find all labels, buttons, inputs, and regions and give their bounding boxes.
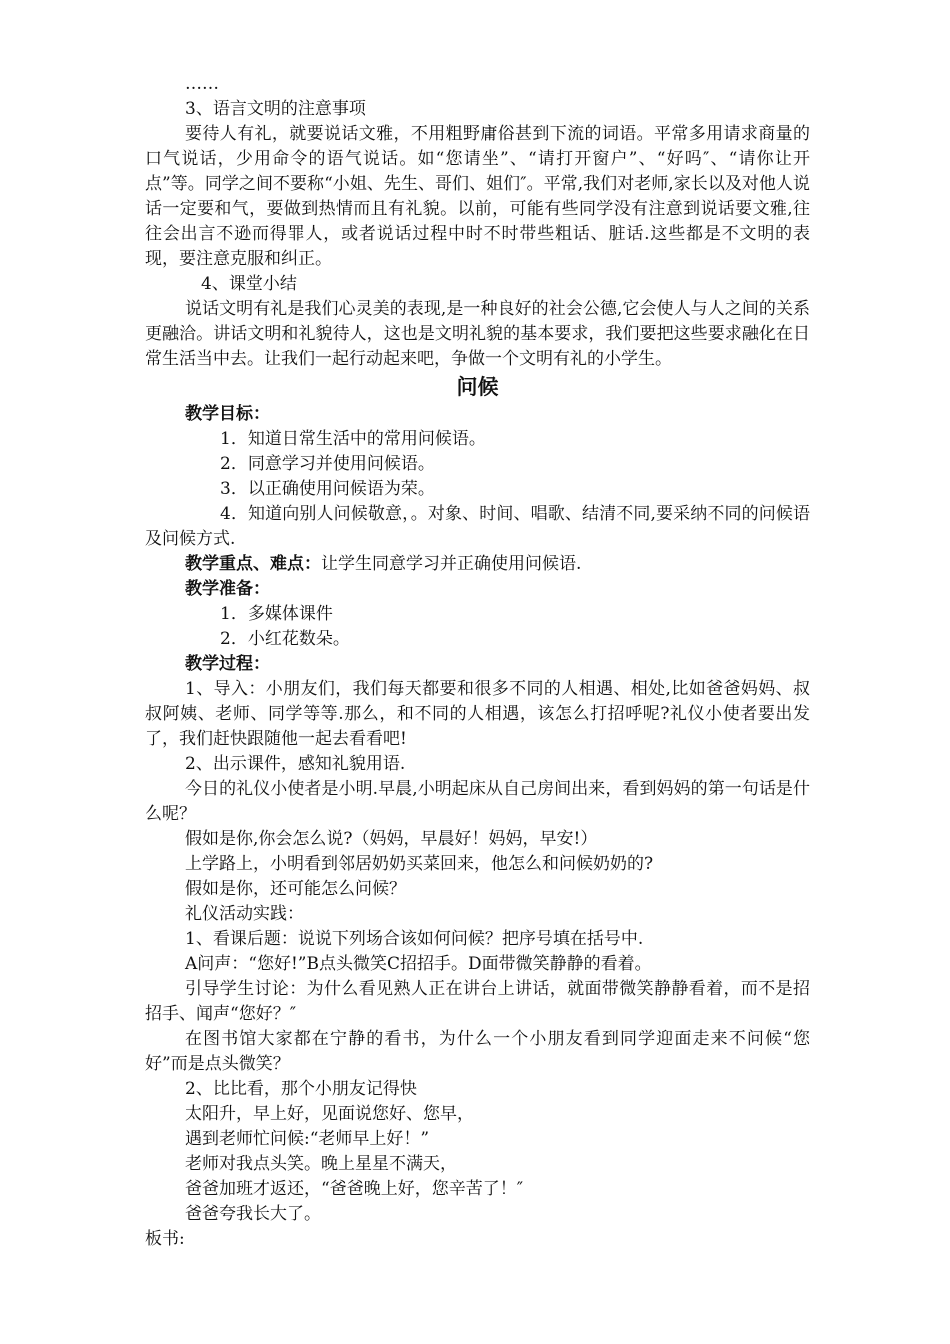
rhyme-line: 太阳升，早上好，见面说您好、您早，: [185, 1104, 474, 1124]
goal-item: 4．知道向别人问候敬意，。对象、时间、唱歌、结清不同,要采纳不同的问候语及问候方式.: [145, 504, 810, 549]
process-item: A问声：“您好!”B点头微笑C招招手。D面带微笑静静的看着。: [185, 954, 652, 974]
rhyme-line: 爸爸夸我长大了。: [185, 1204, 321, 1224]
process-item: 引导学生讨论：为什么看见熟人正在讲台上讲话，就面带微笑静静看着，而不是招招手、闻声“您好？″: [145, 979, 810, 1024]
process-item: 今日的礼仪小使者是小明.早晨,小明起床从自己房间出来，看到妈妈的第一句话是什么呢？: [145, 779, 810, 824]
process-item: 假如是你,你会怎么说?（妈妈，早晨好！妈妈，早安!）: [185, 829, 598, 849]
key-points: [145, 552, 810, 577]
paragraph-3: 要待人有礼，就要说话文雅，不用粗野庸俗甚到下流的词语。平常多用请求商量的口气说话，少用命令的语气说话。如“您请坐”、“请打开窗户”、“好吗″、“请你让开点”等。同学之间不要称“小姐、先生、哥们、姐们″。平常,我们对老师,家长以及对他人说话一定要和气，要做到热情而且有礼貌。以前，可能有些同学没有注意到说话要文雅,往往会出言不逊而得罪人，或者说话过程中时不时带些粗话、脏话.这些都是不文明的表现，要注意克服和纠正。: [145, 124, 810, 269]
process-item: 礼仪活动实践：: [185, 904, 304, 924]
board-label: 板书:: [145, 1229, 185, 1249]
paragraph-4: 说话文明有礼是我们心灵美的表现,是一种良好的社会公德,它会使人与人之间的关系更融洽。讲话文明和礼貌待人，这也是文明礼貌的基本要求，我们要把这些要求融化在日常生活当中去。让我们一起行动起来吧，争做一个文明有礼的小学生。: [145, 299, 810, 369]
process-item: 1、看课后题：说说下列场合该如何问候？把序号填在括号中.: [185, 929, 644, 949]
lesson-title: 问候: [456, 375, 499, 399]
process-item: 上学路上，小明看到邻居奶奶买菜回来，他怎么和问候奶奶的?: [185, 854, 654, 874]
process-label: 教学过程：: [185, 654, 270, 674]
goal-item: 2．同意学习并使用问候语。: [220, 454, 435, 474]
key-text: 让学生同意学习并正确使用问候语.: [321, 554, 582, 574]
process-item: 假如是你，还可能怎么问候？: [185, 879, 406, 899]
goal-item: 3．以正确使用问候语为荣。: [220, 479, 435, 499]
heading-4: 4、课堂小结: [201, 274, 297, 294]
prep-item: 2．小红花数朵。: [220, 629, 350, 649]
prep-item: 1．多媒体课件: [220, 604, 333, 624]
process-item: 2、比比看，那个小朋友记得快: [185, 1079, 417, 1099]
document-page: [145, 72, 810, 1252]
rhyme-line: 老师对我点头笑。晚上星星不满天，: [185, 1154, 457, 1174]
process-item: 2、出示课件，感知礼貌用语.: [185, 754, 406, 774]
process-item: 1、导入：小朋友们，我们每天都要和很多不同的人相遇、相处,比如爸爸妈妈、叔叔阿姨、老师、同学等等.那么，和不同的人相遇，该怎么打招呼呢?礼仪小使者要出发了，我们赶快跟随他一起去看看吧!: [145, 679, 810, 749]
heading-3: 3、语言文明的注意事项: [185, 99, 366, 119]
rhyme-line: 遇到老师忙问候:“老师早上好！”: [185, 1129, 430, 1149]
goal-item: 1．知道日常生活中的常用问候语。: [220, 429, 486, 449]
process-item: 在图书馆大家都在宁静的看书，为什么一个小朋友看到同学迎面走来不问候“您好”而是点头微笑？: [145, 1029, 810, 1074]
ellipsis: ……: [185, 74, 219, 94]
key-label: 教学重点、难点：: [185, 554, 321, 574]
rhyme-line: 爸爸加班才返还，“爸爸晚上好，您辛苦了！″: [185, 1179, 524, 1199]
prep-label: 教学准备：: [185, 579, 270, 599]
goals-label: 教学目标：: [185, 404, 270, 424]
